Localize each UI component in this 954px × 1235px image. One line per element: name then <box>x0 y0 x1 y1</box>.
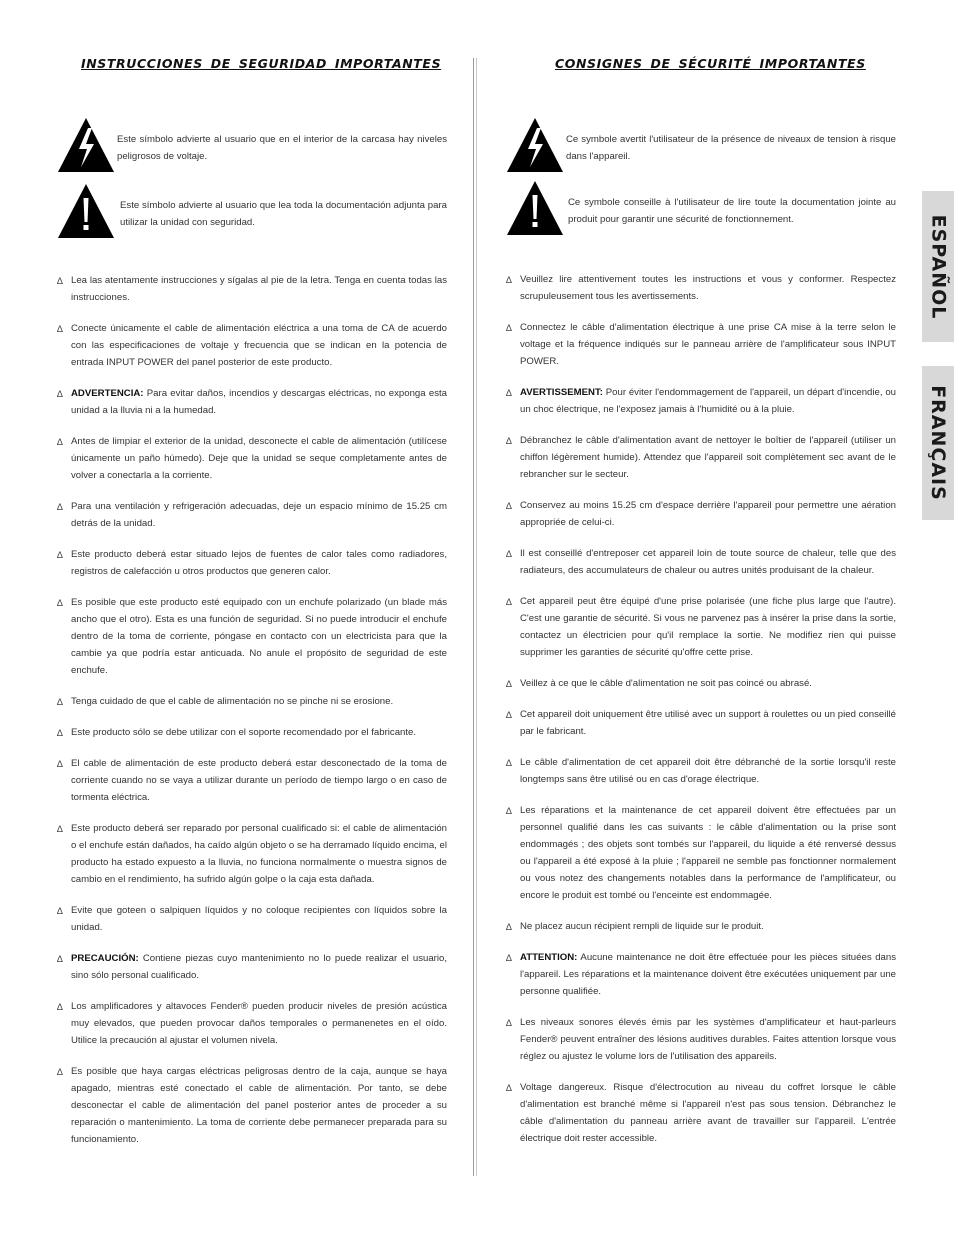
list-item <box>57 498 447 532</box>
french-heading: CONSIGNES DE SÉCURITÉ IMPORTANTES <box>555 56 866 71</box>
item-text: Para evitar daños, incendios y descargas eléctricas, no exponga esta unidad a la lluvia ni a la humedad. <box>71 388 447 416</box>
docs-symbol-text-fr: Ce symbole conseille à l'utilisateur de lire toute la documentation jointe au produit pour garantir une sécurité de fonctionnement. <box>568 197 896 225</box>
bullet-icon: ∆ <box>506 274 512 285</box>
item-text: Conecte únicamente el cable de alimentación eléctrica a una toma de CA de acuerdo con las especificaciones de voltaje y frecuencia que se indican en la potencia de entrada INPUT POWER del panel posterior de este producto. <box>71 323 447 368</box>
list-item <box>57 433 447 484</box>
bullet-icon: ∆ <box>506 1017 512 1028</box>
item-label: ATTENTION: <box>520 952 578 963</box>
bullet-icon: ∆ <box>57 597 63 608</box>
docs-symbol-text-es: Este símbolo advierte al usuario que lea toda la documentación adjunta para utilizar la unidad con seguridad. <box>120 200 447 228</box>
list-item <box>57 594 447 679</box>
item-label: ADVERTENCIA: <box>71 388 144 399</box>
exclamation-warning-icon <box>506 180 564 236</box>
tab-francais-label: FRANÇAIS <box>927 385 949 501</box>
spanish-heading: INSTRUCCIONES DE SEGURIDAD IMPORTANTES <box>81 56 442 71</box>
bullet-icon: ∆ <box>506 678 512 689</box>
spanish-instructions-list <box>57 272 447 1162</box>
bullet-icon: ∆ <box>57 275 63 286</box>
bullet-icon: ∆ <box>57 501 63 512</box>
list-item <box>506 545 896 579</box>
item-text: Connectez le câble d'alimentation électrique à une prise CA mise à la terre selon le voltage et la fréquence indiqués sur le panneau arrière de l'amplificateur sous INPUT POWER. <box>520 322 896 367</box>
bullet-icon: ∆ <box>506 921 512 932</box>
bullet-icon: ∆ <box>506 435 512 446</box>
list-item <box>57 693 447 710</box>
list-item <box>506 432 896 483</box>
item-text: Antes de limpiar el exterior de la unidad, desconecte el cable de alimentación (utilícese únicamente un paño húmedo). Deje que la unidad se seque completamente antes de volver a conectarla a la corriente. <box>71 436 447 481</box>
item-text: Los amplificadores y altavoces Fender® pueden producir niveles de presión acústica muy elevados, que pueden provocar daños temporales o permanenetes en el oído. Utilice la precaución al ajustar el volumen nivela. <box>71 1001 447 1046</box>
list-item <box>506 949 896 1000</box>
item-text: Para una ventilación y refrigeración adecuadas, deje un espacio mínimo de 15.25 cm detrás de la unidad. <box>71 501 447 529</box>
tab-francais[interactable] <box>922 366 954 520</box>
lightning-warning-icon <box>506 117 564 173</box>
voltage-symbol-text-fr: Ce symbole avertit l'utilisateur de la présence de niveaux de tension à risque dans l'appareil. <box>566 134 896 162</box>
list-item <box>57 998 447 1049</box>
list-item <box>506 497 896 531</box>
item-text: Ne placez aucun récipient rempli de liquide sur le produit. <box>520 921 764 932</box>
list-item <box>506 271 896 305</box>
item-text: Veillez à ce que le câble d'alimentation ne soit pas coincé ou abrasé. <box>520 678 812 689</box>
list-item <box>506 675 896 692</box>
column-divider <box>473 58 474 1176</box>
bullet-icon: ∆ <box>506 1082 512 1093</box>
list-item <box>506 1079 896 1147</box>
bullet-icon: ∆ <box>506 322 512 333</box>
list-item <box>57 724 447 741</box>
item-text: Evite que goteen o salpiquen líquidos y no coloque recipientes con líquidos sobre la unidad. <box>71 905 447 933</box>
list-item <box>506 319 896 370</box>
list-item <box>506 706 896 740</box>
bullet-icon: ∆ <box>506 596 512 607</box>
list-item <box>506 918 896 935</box>
item-text: Este producto deberá ser reparado por personal cualificado si: el cable de alimentación o el enchufe están dañados, ha caído algún objeto o se ha derramado líquido encima, el producto ha estado expuesto a la lluvia, no funciona normalmente o muestra signos de cambio en el rendimiento, ha sufrido algún golpe o la caja esta dañada. <box>71 823 447 885</box>
item-text: Este producto deberá estar situado lejos de fuentes de calor tales como radiadores, registros de calefacción u otros productos que generen calor. <box>71 549 447 577</box>
item-text: Conservez au moins 15.25 cm d'espace derrière l'appareil pour permettre une aération appropriée de celui-ci. <box>520 500 896 528</box>
item-text: Pour éviter l'endommagement de l'appareil, un départ d'incendie, ou un choc électrique, ne l'exposez jamais à l'humidité ou à la pluie. <box>520 387 896 415</box>
item-text: Aucune maintenance ne doit être effectuée pour les pièces situées dans l'appareil. Les réparations et la maintenance doivent être exécutées uniquement par une personne qualifiée. <box>520 952 896 997</box>
lightning-warning-icon <box>57 117 115 173</box>
item-label: PRECAUCIÓN: <box>71 953 139 964</box>
bullet-icon: ∆ <box>57 758 63 769</box>
column-divider-secondary <box>476 58 477 1176</box>
bullet-icon: ∆ <box>57 905 63 916</box>
tab-espanol[interactable] <box>922 191 954 342</box>
bullet-icon: ∆ <box>57 727 63 738</box>
bullet-icon: ∆ <box>506 387 512 398</box>
item-text: Es posible que haya cargas eléctricas peligrosas dentro de la caja, aunque se haya apagado, mientras esté conectado el cable de alimentación. Por tanto, se debe desconectar el cable de alimentación del panel posterior antes de proceder a su reparación o mantenimiento. La toma de corriente debe permanecer preparada para su funcionamiento. <box>71 1066 447 1145</box>
bullet-icon: ∆ <box>506 500 512 511</box>
list-item <box>57 385 447 419</box>
bullet-icon: ∆ <box>506 952 512 963</box>
item-text: Contiene piezas cuyo mantenimiento no lo puede realizar el usuario, sino sólo personal cualificado. <box>71 953 447 981</box>
item-text: Débranchez le câble d'alimentation avant de nettoyer le boîtier de l'appareil (utiliser un chiffon légèrement humide). Attendez que l'appareil soit complètement sec avant de le rebrancher sur le secteur. <box>520 435 896 480</box>
list-item <box>57 1063 447 1148</box>
bullet-icon: ∆ <box>57 549 63 560</box>
list-item <box>57 546 447 580</box>
bullet-icon: ∆ <box>57 696 63 707</box>
item-text: Veuillez lire attentivement toutes les instructions et vous y conformer. Respectez scrupuleusement tous les avertissements. <box>520 274 896 302</box>
list-item <box>57 902 447 936</box>
item-text: Este producto sólo se debe utilizar con el soporte recomendado por el fabricante. <box>71 727 417 738</box>
list-item <box>506 1014 896 1065</box>
voltage-symbol-text-es: Este símbolo advierte al usuario que en el interior de la carcasa hay niveles peligrosos de voltaje. <box>117 134 447 162</box>
bullet-icon: ∆ <box>57 436 63 447</box>
item-text: Tenga cuidado de que el cable de alimentación no se pinche ni se erosione. <box>71 696 394 707</box>
list-item <box>506 384 896 418</box>
item-text: El cable de alimentación de este producto deberá estar desconectado de la toma de corriente cuando no se vaya a utilizar durante un período de tiempo largo o en caso de tormenta eléctrica. <box>71 758 447 803</box>
bullet-icon: ∆ <box>506 709 512 720</box>
item-text: Les réparations et la maintenance de cet appareil doivent être effectuées par un personnel qualifié dans les cas suivants : le câble d'alimentation ou la prise sont endommagés ; des objets sont tombés sur l'appareil, du liquide a été renversé dessus ou l'appareil a été exposé à la pluie ; l'appareil ne semble pas fonctionner normalement ou vous notez des changements notables dans la performance de l'amplificateur, ou encore le produit est tombé ou l'enceinte est endommagée. <box>520 805 896 901</box>
bullet-icon: ∆ <box>57 1001 63 1012</box>
list-item <box>57 272 447 306</box>
item-text: Il est conseillé d'entreposer cet appareil loin de toute source de chaleur, telle que des radiateurs, des accumulateurs de chaleur ou autres unités produisant de la chaleur. <box>520 548 896 576</box>
list-item <box>506 754 896 788</box>
french-instructions-list <box>506 271 896 1161</box>
item-label: AVERTISSEMENT: <box>520 387 603 398</box>
bullet-icon: ∆ <box>506 548 512 559</box>
bullet-icon: ∆ <box>57 823 63 834</box>
list-item <box>57 755 447 806</box>
tab-espanol-label: ESPAÑOL <box>927 214 949 319</box>
exclamation-warning-icon <box>57 183 115 239</box>
list-item <box>57 320 447 371</box>
item-text: Cet appareil doit uniquement être utilisé avec un support à roulettes ou un pied conseillé par le fabricant. <box>520 709 896 737</box>
list-item <box>57 820 447 888</box>
list-item <box>506 593 896 661</box>
item-text: Le câble d'alimentation de cet appareil doit être débranché de la sortie lorsqu'il reste longtemps sans être utilisé ou en cas d'orage électrique. <box>520 757 896 785</box>
list-item <box>57 950 447 984</box>
item-text: Les niveaux sonores élevés émis par les systèmes d'amplificateur et haut-parleurs Fender® peuvent entraîner des lésions auditives durables. Faites attention lorsque vous réglez ou ajustez le volume lors de l'utilisation des appareils. <box>520 1017 896 1062</box>
list-item <box>506 802 896 904</box>
bullet-icon: ∆ <box>57 388 63 399</box>
item-text: Lea las atentamente instrucciones y sígalas al pie de la letra. Tenga en cuenta todas las instrucciones. <box>71 275 447 303</box>
bullet-icon: ∆ <box>506 757 512 768</box>
bullet-icon: ∆ <box>506 805 512 816</box>
bullet-icon: ∆ <box>57 953 63 964</box>
item-text: Es posible que este producto esté equipado con un enchufe polarizado (un blade más ancho que el otro). Esta es una función de seguridad. Si no puede introducir el enchufe dentro de la toma de corriente, póngase en contacto con un electricista para que la cambie ya que podría estar anticuada. No anule el propósito de seguridad de este enchufe. <box>71 597 447 676</box>
item-text: Cet appareil peut être équipé d'une prise polarisée (une fiche plus large que l'autre). C'est une garantie de sécurité. Si vous ne parvenez pas à insérer la prise dans la sortie, contactez un électricien pour qu'il remplace la sortie. Ne modifiez rien qui puisse supprimer les garanties de sécurité qu'offre cette prise. <box>520 596 896 658</box>
bullet-icon: ∆ <box>57 323 63 334</box>
bullet-icon: ∆ <box>57 1066 63 1077</box>
item-text: Voltage dangereux. Risque d'électrocution au niveau du coffret lorsque le câble d'alimentation est branché même si l'appareil n'est pas sous tension. Débranchez le câble d'alimentation du panneau arrière avant de travailler sur l'appareil. L'entrée électrique doit rester accessible. <box>520 1082 896 1144</box>
